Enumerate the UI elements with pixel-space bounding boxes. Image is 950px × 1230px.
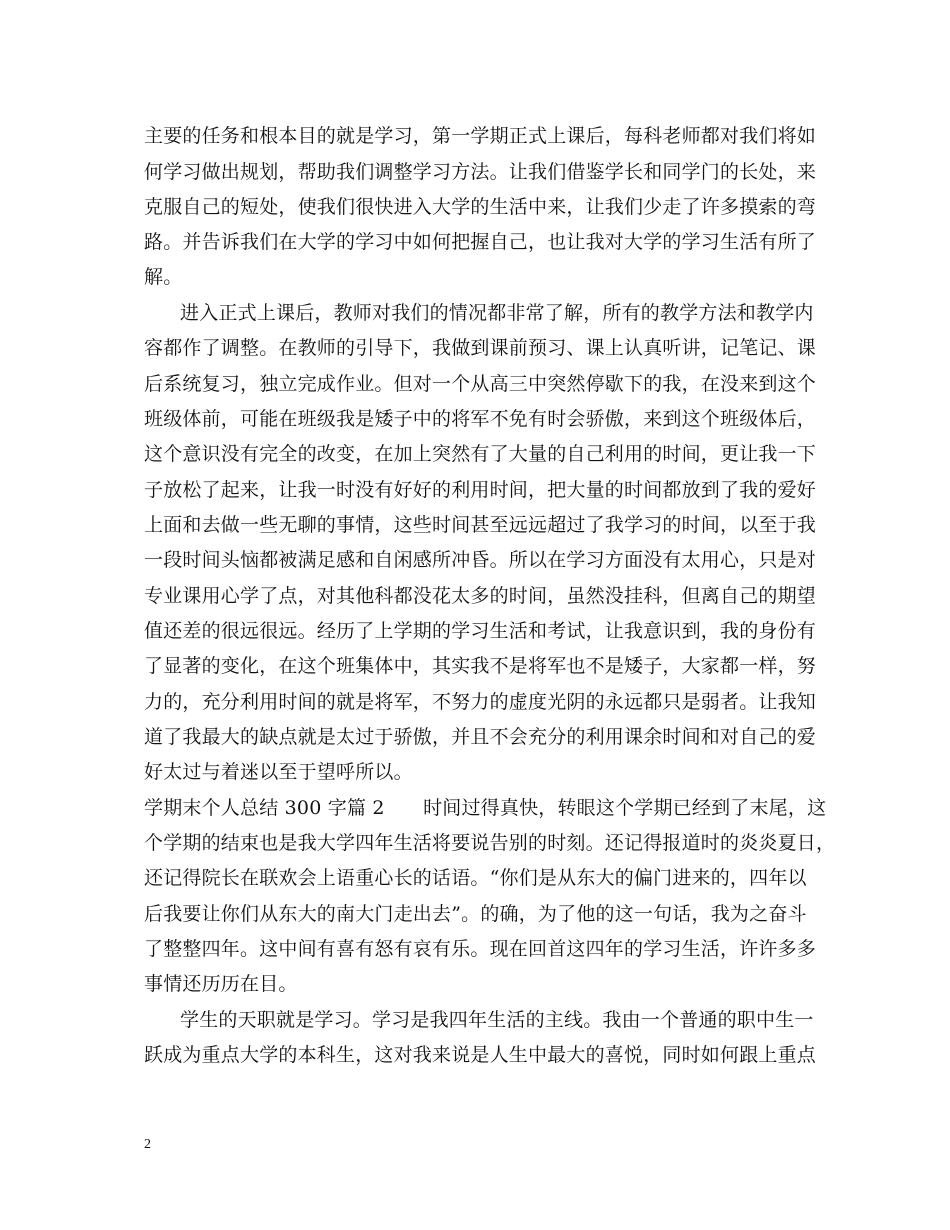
text-line: 事情还历历在目。 [144, 973, 298, 995]
section-heading-line: 学期末个人总结 300 字篇 2 时间过得真快，转眼这个学期已经到了末尾，这 [144, 797, 827, 819]
text-line: 好太过与着迷以至于望呼所以。 [144, 761, 413, 783]
text-line: 解。 [144, 266, 183, 288]
text-line: 上面和去做一些无聊的事情，这些时间甚至远远超过了我学习的时间，以至于我 [144, 514, 817, 536]
text-line: 一段时间头恼都被满足感和自闲感所冲昏。所以在学习方面没有太用心，只是对 [144, 549, 817, 571]
text-line: 主要的任务和根本目的就是学习，第一学期正式上课后，每科老师都对我们将如 [144, 125, 817, 147]
text-line: 何学习做出规划，帮助我们调整学习方法。让我们借鉴学长和同学门的长处，来 [144, 161, 817, 183]
text-line: 路。并告诉我们在大学的学习中如何把握自己，也让我对大学的学习生活有所了 [144, 231, 817, 253]
text-line: 后系统复习，独立完成作业。但对一个从高三中突然停歇下的我，在没来到这个 [144, 373, 817, 395]
text-line: 了整整四年。这中间有喜有怒有哀有乐。现在回首这四年的学习生活，许许多多 [144, 938, 817, 960]
text-line: 道了我最大的缺点就是太过于骄傲，并且不会充分的利用课余时间和对自己的爱 [144, 726, 817, 748]
text-line: 克服自己的短处，使我们很快进入大学的生活中来，让我们少走了许多摸索的弯 [144, 196, 817, 218]
text-line: 还记得院长在联欢会上语重心长的话语。“你们是从东大的偏门进来的，四年以 [144, 867, 807, 889]
text-line: 了显著的变化，在这个班集体中，其实我不是将军也不是矮子，大家都一样，努 [144, 655, 817, 677]
text-line: 力的，充分利用时间的就是将军，不努力的虚度光阴的永远都只是弱者。让我知 [144, 691, 817, 713]
text-line: 跃成为重点大学的本科生，这对我来说是人生中最大的喜悦，同时如何跟上重点 [144, 1044, 817, 1066]
page-number: 2 [144, 1137, 151, 1152]
text-line: 班级体前，可能在班级我是矮子中的将军不免有时会骄傲，来到这个班级体后， [144, 408, 817, 430]
paragraph-first-line: 进入正式上课后，教师对我们的情况都非常了解，所有的教学方法和教学内 [180, 302, 814, 324]
text-line: 这个意识没有完全的改变，在加上突然有了大量的自己利用的时间，更让我一下 [144, 443, 817, 465]
text-line: 容都作了调整。在教师的引导下，我做到课前预习、课上认真听讲，记笔记、课 [144, 337, 817, 359]
text-line: 个学期的结束也是我大学四年生活将要说告别的时刻。还记得报道时的炎炎夏日， [144, 832, 836, 854]
text-line: 子放松了起来，让我一时没有好好的利用时间，把大量的时间都放到了我的爱好 [144, 479, 817, 501]
paragraph-first-line: 学生的天职就是学习。学习是我四年生活的主线。我由一个普通的职中生一 [180, 1009, 814, 1031]
text-line: 值还差的很远很远。经历了上学期的学习生活和考试，让我意识到，我的身份有 [144, 620, 817, 642]
text-line: 专业课用心学了点，对其他科都没花太多的时间，虽然没挂科，但离自己的期望 [144, 585, 817, 607]
text-line: 后我要让你们从东大的南大门走出去”。的确，为了他的这一句话，我为之奋斗 [144, 903, 807, 925]
